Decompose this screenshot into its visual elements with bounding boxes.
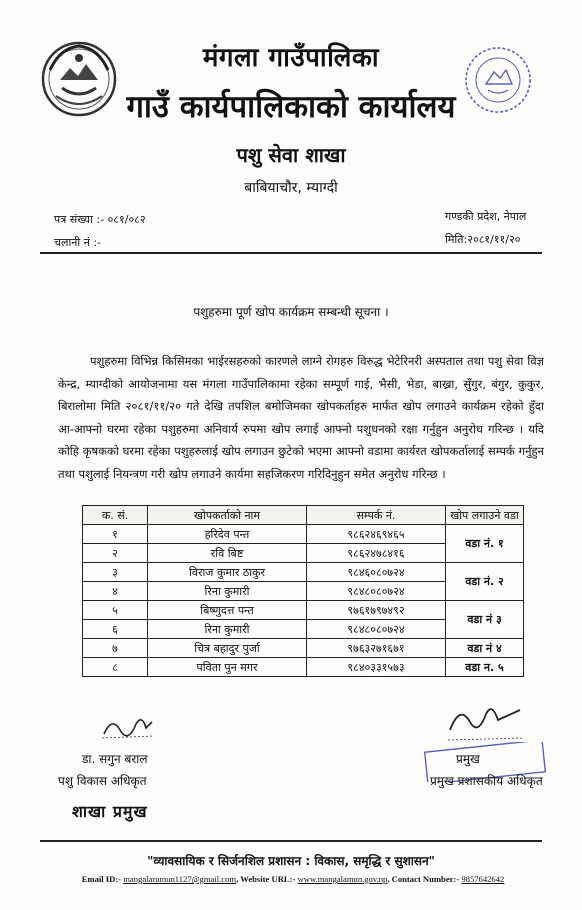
serial-cell: २	[83, 544, 148, 563]
right-signatory-name: प्रमुख	[456, 752, 480, 766]
phone-cell: ९८४०३३१५७३	[307, 658, 446, 677]
name-cell: बिष्णुदत्त पन्त	[148, 601, 307, 620]
table-row	[83, 601, 524, 620]
left-signatory-post: पशु विकास अधिकृत	[58, 774, 147, 788]
name-cell: चित्र बहादुर पुर्जा	[148, 639, 307, 658]
notice-body	[58, 350, 544, 486]
ward-cell: वडा नं ३	[446, 601, 524, 639]
name-cell: विराज कुमार ठाकुर	[148, 563, 307, 582]
phone-cell: ९८४६०८०७२४	[307, 563, 446, 582]
office-title: गाउँ कार्यपालिकाको कार्यालय	[126, 89, 456, 125]
reference-number: पत्र संख्या :- ०८१/०८२	[54, 213, 146, 226]
name-cell: रिना कुमारी	[148, 620, 307, 639]
dispatch-number: चलानी नं :-	[54, 236, 102, 249]
vaccinator-table	[82, 505, 524, 677]
footer-motto: "व्यावसायिक र सिर्जनशिल प्रशासन : विकास, समृद्धि र सुशासन"	[147, 854, 435, 868]
table-row	[83, 658, 524, 677]
table-row	[83, 563, 524, 582]
ward-cell: वडा न. ५	[446, 658, 524, 677]
name-cell: रिना कुमारी	[148, 582, 307, 601]
left-signature	[98, 710, 158, 742]
email-link[interactable]: mangalarumun1127@gmail.com	[123, 874, 237, 884]
right-signature	[440, 700, 530, 744]
phone-cell: ९८४८०८०७२४	[307, 620, 446, 639]
email-label: Email ID:-	[81, 874, 122, 884]
ward-cell: वडा नं. २	[446, 563, 524, 601]
serial-cell: ३	[83, 563, 148, 582]
table-row	[83, 639, 524, 658]
contact-label: , Contact Number:-	[387, 874, 460, 884]
footer-divider	[40, 840, 542, 842]
serial-cell: ४	[83, 582, 148, 601]
office-location: बाबियाचौर, म्याग्दी	[244, 180, 338, 196]
name-cell: हरिदेव पन्त	[148, 525, 307, 544]
col-phone: सम्पर्क नं.	[307, 506, 446, 525]
website-link[interactable]: www.mangalamun.gov.np	[297, 874, 388, 884]
name-cell: रवि बिष्ट	[148, 544, 307, 563]
phone-cell: ९८६२४६९४६५	[307, 525, 446, 544]
municipality-title: मंगला गाउँपालिका	[202, 43, 380, 73]
header-divider	[40, 252, 542, 254]
col-ward: खोप लगाउने वडा	[446, 506, 524, 525]
phone-cell: ९८६२४७८४१६	[307, 544, 446, 563]
table-header-row	[83, 506, 524, 525]
table-row	[83, 525, 524, 544]
phone-cell: ९७६१७९७४९२	[307, 601, 446, 620]
right-signatory-post: प्रमुख प्रशासकीय अधिकृत	[430, 774, 543, 788]
serial-cell: १	[83, 525, 148, 544]
phone-cell: ९७६३२७१६७१	[307, 639, 446, 658]
province-label: गण्डकी प्रदेश, नेपाल	[445, 210, 527, 223]
col-name: खोपकर्ताको नाम	[148, 506, 307, 525]
contact-line	[10, 874, 576, 884]
section-title: पशु सेवा शाखा	[236, 143, 346, 167]
left-signatory-name: डा. सगुन बराल	[82, 752, 148, 766]
notice-subject: पशुहरुमा पूर्ण खोप कार्यक्रम सम्बन्धी सूचना ।	[193, 305, 389, 319]
ward-cell: वडा नं ४	[446, 639, 524, 658]
serial-cell: ५	[83, 601, 148, 620]
letter-date: मिति:२०८१/११/२०	[445, 233, 521, 246]
phone-cell: ९८४८०८०७२४	[307, 582, 446, 601]
name-cell: पविता पुन मगर	[148, 658, 307, 677]
serial-cell: ८	[83, 658, 148, 677]
serial-cell: ६	[83, 620, 148, 639]
contact-number: 9857642642	[461, 874, 505, 884]
notice-paragraph: पशुहरुमा विभिन्न किसिमका भाईरसहरुको कारणले लाग्ने रोगहरु विरुद्ध भेटेरिनरी अस्पताल तथा पशु सेवा विज्ञ केन्द्र, म्याग्दीको आयोजनामा यस मंगला गाउँपालिकामा रहेका सम्पूर्ण गाई, भैसी, भेडा, बाख्रा, सुँगुर, बंगुर, कुकुर, बिरालोमा मिति २०८१/११/२० गते देखि तपशिल बमोजिमका खोपकर्ताहरु मार्फत खोप लगाउने कार्यक्रम रहेको हुँदा आ-आफ्नो घरमा रहेका पशुहरुमा अनिवार्य रुपमा खोप लगाई आफ्नो पशुधनको रक्षा गर्नुहुन अनुरोध गरिन्छ । यदि कोहि कृषकको घरमा रहेका पशुहरुलाई खोप लगाउन छुटेको भएमा आफ्नो वडामा कार्यरत खोपकर्तालाई सम्पर्क गर्नुहुन तथा पशुलाई नियन्त्रण गरी खोप लगाउने कार्यमा सहजिकरण गरिदिनुहुन समेत अनुरोध गरिन्छ ।	[58, 354, 544, 481]
branch-head-label: शाखा प्रमुख	[72, 802, 148, 821]
ward-cell: वडा नं. १	[446, 525, 524, 563]
website-label: , Website URL:-	[236, 874, 296, 884]
col-serial: क. सं.	[83, 506, 148, 525]
serial-cell: ७	[83, 639, 148, 658]
